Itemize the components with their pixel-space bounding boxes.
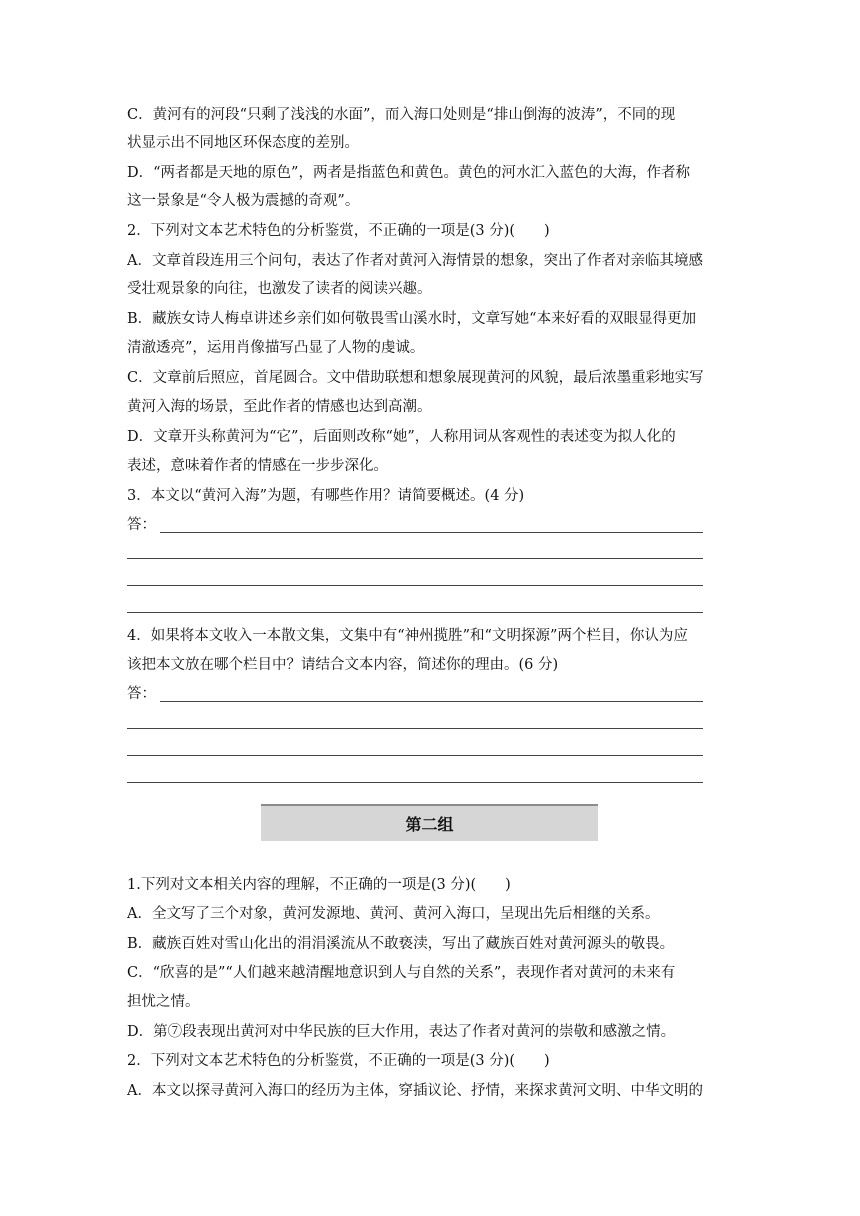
- q2-option-b-line2: 清澈透亮”，运用肖像描写凸显了人物的虔诚。: [127, 340, 425, 356]
- group2-title: 第二组: [405, 815, 454, 834]
- g2-q1-option-d: D．第⑦段表现出黄河对中华民族的巨大作用，表达了作者对黄河的崇敬和感激之情。: [127, 1024, 676, 1040]
- g2-q1-option-b: B．藏族百姓对雪山化出的涓涓溪流从不敢亵渎，写出了藏族百姓对黄河源头的敬畏。: [127, 936, 675, 952]
- q3-answer-label: 答：: [127, 517, 156, 533]
- g2-q1-stem: 1.下列对文本相关内容的理解，不正确的一项是(3 分)( ): [127, 877, 511, 893]
- g2-q1-option-c-line1: C．“欣喜的是”“人们越来越清醒地意识到人与自然的关系”，表现作者对黄河的未来有: [127, 965, 676, 981]
- q3-answer-line-3[interactable]: [127, 585, 703, 586]
- q4-answer-label: 答：: [127, 686, 156, 702]
- q4-answer-line-3[interactable]: [127, 755, 703, 756]
- q2-option-a-line1: A．文章首段连用三个问句，表达了作者对黄河入海情景的想象，突出了作者对亲临其境感: [127, 253, 703, 269]
- q2-stem: 2．下列对文本艺术特色的分析鉴赏，不正确的一项是(3 分)( ): [127, 223, 550, 239]
- q3-answer-line-1[interactable]: [160, 532, 703, 533]
- q2-option-d-line2: 表述，意味着作者的情感在一步步深化。: [127, 458, 388, 474]
- q2-option-b-line1: B．藏族女诗人梅卓讲述乡亲们如何敬畏雪山溪水时，文章写她“本来好看的双眼显得更加: [127, 311, 697, 327]
- q4-stem-line2: 该把本文放在哪个栏目中？请结合文本内容，简述你的理由。(6 分): [127, 657, 559, 673]
- q2-option-d-line1: D．文章开头称黄河为“它”，后面则改称“她”，人称用词从客观性的表述变为拟人化的: [127, 429, 676, 445]
- q1-option-c-line1: C．黄河有的河段“只剩了浅浅的水面”，而入海口处则是“排山倒海的波涛”，不同的现: [127, 107, 676, 123]
- q3-answer-line-4[interactable]: [127, 612, 703, 613]
- q3-stem: 3．本文以“黄河入海”为题，有哪些作用？请简要概述。(4 分): [127, 488, 525, 504]
- q4-answer-line-4[interactable]: [127, 782, 703, 783]
- g2-q1-option-a: A．全文写了三个对象，黄河发源地、黄河、黄河入海口，呈现出先后相继的关系。: [127, 906, 660, 922]
- g2-q1-option-c-line2: 担忧之情。: [127, 994, 200, 1010]
- g2-q2-stem: 2．下列对文本艺术特色的分析鉴赏，不正确的一项是(3 分)( ): [127, 1053, 550, 1069]
- q4-answer-line-2[interactable]: [127, 728, 703, 729]
- group2-title-banner: [261, 804, 598, 841]
- q1-option-d-line2: 这一景象是“令人极为震撼的奇观”。: [127, 193, 360, 209]
- q2-option-c-line2: 黄河入海的场景，至此作者的情感也达到高潮。: [127, 399, 432, 415]
- q4-answer-line-1[interactable]: [160, 701, 703, 702]
- q4-stem-line1: 4．如果将本文收入一本散文集，文集中有“神州揽胜”和“文明探源”两个栏目，你认为应: [127, 628, 688, 644]
- q2-option-a-line2: 受壮观景象的向往，也激发了读者的阅读兴趣。: [127, 281, 432, 297]
- q2-option-c-line1: C．文章前后照应，首尾圆合。文中借助联想和想象展现黄河的风貌，最后浓墨重彩地实写: [127, 370, 704, 386]
- q1-option-d-line1: D．“两者都是天地的原色”，两者是指蓝色和黄色。黄色的河水汇入蓝色的大海，作者称: [127, 165, 690, 181]
- q1-option-c-line2: 状显示出不同地区环保态度的差别。: [127, 135, 359, 151]
- g2-q2-option-a-line1: A．本文以探寻黄河入海口的经历为主体，穿插议论、抒情，来探求黄河文明、中华文明的: [127, 1083, 703, 1099]
- q3-answer-line-2[interactable]: [127, 558, 703, 559]
